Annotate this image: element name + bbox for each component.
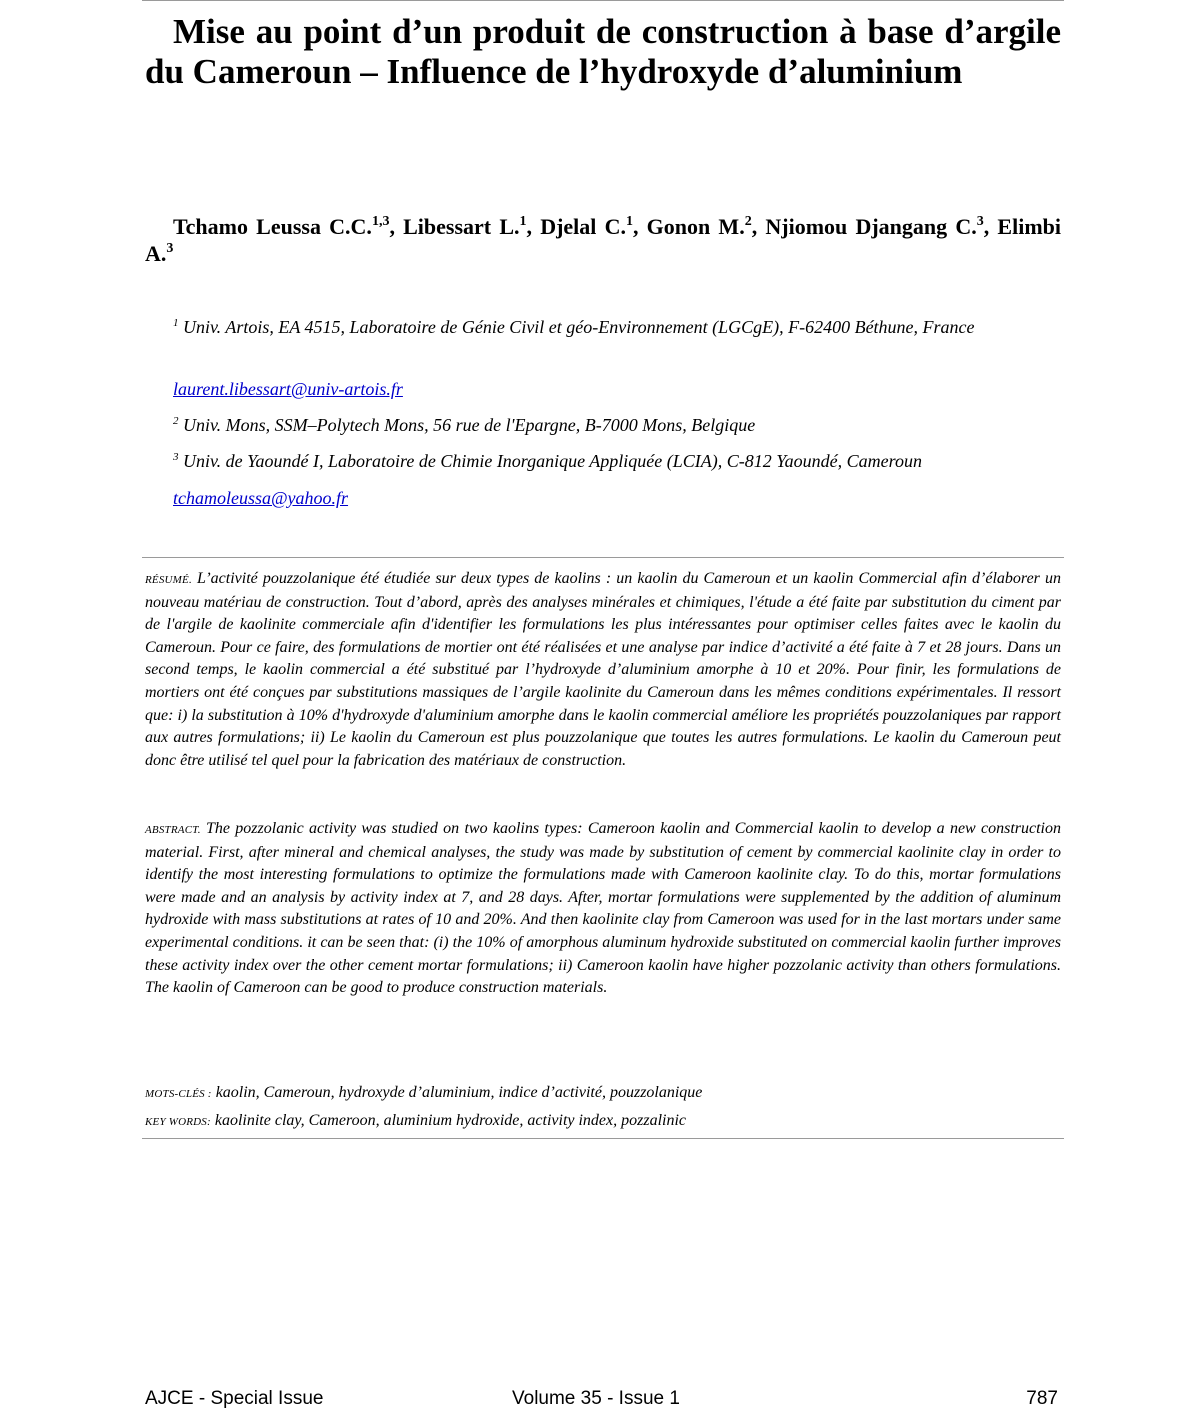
affiliation-email-2 [145, 486, 1061, 510]
abstract-label: ABSTRACT. [145, 824, 201, 836]
email-link-tchamoleussa[interactable]: tchamoleussa@yahoo.fr [173, 488, 349, 508]
paper-title: Mise au point d’un produit de construction à base d’argile du Cameroun – Influence de l’hydroxyde d’aluminium [145, 12, 1061, 91]
affiliation-1: $^1$ Univ. Artois, EA 4515, Laboratoire de Génie Civil et géo-Environnement (LGCgE), F-62400 Béthune, France [173, 317, 975, 337]
author-list [145, 213, 1061, 267]
affiliation-email-1 [145, 377, 1061, 401]
abstract-top-rule [142, 557, 1064, 558]
author-2: Libessart L.$^1$, [403, 214, 541, 239]
keywords-en-text: kaolinite clay, Cameroon, aluminium hydroxide, activity index, pozzalinic [214, 1112, 687, 1129]
footer-journal: AJCE - Special Issue [145, 1388, 324, 1409]
author-1: Tchamo Leussa C.C.$^{1,3}$, [173, 214, 404, 239]
email-link-libessart[interactable]: laurent.libessart@univ-artois.fr [173, 379, 403, 399]
keywords-bottom-rule [142, 1138, 1064, 1139]
keywords-fr-label: MOTS-CLÉS : [145, 1088, 212, 1100]
keywords-fr-text: kaolin, Cameroun, hydroxyde d’aluminium, indice d’activité, pouzzolanique [215, 1084, 703, 1101]
keywords-en [145, 1110, 1061, 1133]
author-5: Njiomou Djangang C.$^3$, [765, 214, 998, 239]
abstract-text: The pozzolanic activity was studied on two kaolins types: Cameroon kaolin and Commercial kaolin to develop a new construction material. First, after mineral and chemical analyses, the study was made by substitution of cement by commercial kaolinite clay in order to identify the most interesting formulations to optimize the formulations made with Cameroon kaolinite clay. To do this, mortar formulations were made and an analysis by activity index at 7, and 28 days. After, mortar formulations were supplemented by the addition of aluminum hydroxide with mass substitutions at rates of 10 and 20%. And then kaolinite clay from Cameroon was used for in the last mortars under same experimental conditions. it can be seen that: (i) the 10% of amorphous aluminum hydroxide substituted on commercial kaolin further improves these activity index over the other cement mortar formulations; ii) Cameroon kaolin have higher pozzolanic activity than others formulations. The kaolin of Cameroon can be good to produce construction materials. [145, 820, 1062, 997]
resume-label: RÉSUMÉ. [145, 574, 192, 586]
abstract-paragraph [145, 818, 1061, 1000]
author-4: Gonon M.$^2$, [646, 214, 766, 239]
keywords-fr [145, 1082, 1061, 1105]
affiliation-2: $^2$ Univ. Mons, SSM–Polytech Mons, 56 rue de l'Epargne, B-7000 Mons, Belgique [173, 415, 756, 435]
top-rule [142, 0, 1064, 1]
page-footer [145, 1388, 1061, 1414]
author-6: Elimbi A.$^3$ [145, 214, 1061, 266]
affiliation-3: $^3$ Univ. de Yaoundé I, Laboratoire de Chimie Inorganique Appliquée (LCIA), C-812 Yaoundé, Cameroun [173, 451, 922, 471]
resume-paragraph [145, 568, 1061, 772]
author-3: Djelal C.$^1$, [540, 214, 647, 239]
keywords-en-label: KEY WORDS: [145, 1116, 211, 1128]
resume-text: L’activité pouzzolanique été étudiée sur deux types de kaolins : un kaolin du Cameroun et un kaolin Commercial afin d’élaborer un nouveau matériau de construction. Tout d’abord, après des analyses minérales et chimiques, l'étude a été faite par substitution du ciment par de l'argile de kaolinite commerciale afin d'identifier les formulations les plus intéressantes pour optimiser celles faites avec le kaolin du Cameroun. Pour ce faire, des formulations de mortier ont été réalisées et une analyse par indice d’activité a été faite à 7 et 28 jours. Dans un second temps, le kaolin commercial a été substitué par l’hydroxyde d’aluminium amorphe à 10 et 20%. Pour finir, les formulations de mortiers ont été conçues par substitutions massiques de l’argile kaolinite du Cameroun dans les mêmes conditions expérimentales. Il ressort que: i) la substitution à 10% d'hydroxyde d'aluminium amorphe dans le kaolin commercial améliore les propriétés pouzzolaniques par rapport aux autres formulations; ii) Le kaolin du Cameroun est plus pouzzolanique que toutes les autres formulations. Le kaolin du Cameroun peut donc être utilisé tel quel pour la fabrication des matériaux de construction. [145, 570, 1061, 769]
footer-page-number: 787 [1026, 1388, 1058, 1409]
footer-volume: Volume 35 - Issue 1 [512, 1388, 680, 1409]
